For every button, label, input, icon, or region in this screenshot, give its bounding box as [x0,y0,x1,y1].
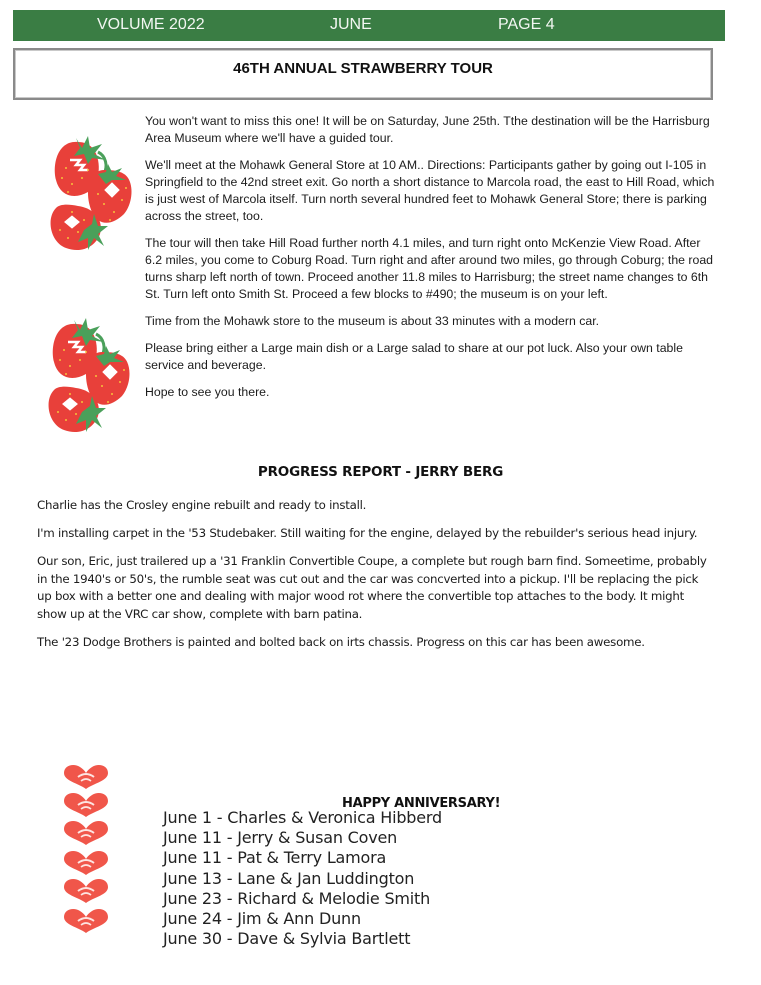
tour-paragraph: We'll meet at the Mohawk General Store at 10 AM.. Directions: Participants gather by going out I-105 in Springfield to the 42nd street exit. Go north a short distance to Marcola road, the east to Hill Road, which is just west of Marcola itself. Turn north several hundred feet to Mohawk General Store; there is parking across the street, too. [145,158,715,223]
strawberries-icon [48,134,136,256]
heart-icon [64,851,108,875]
tour-paragraph: The tour will then take Hill Road further north 4.1 miles, and turn right onto McKenzie View Road. After 6.2 miles, you come to Coburg Road. Turn right and after around two miles, go through Coburg; the road turns sharp left north of town. Proceed another 11.8 miles to Harrisburg; the street name changes to 6th St. Turn left onto Smith St. Proceed a few blocks to #490; the museum is on your left. [145,236,714,301]
volume-label: VOLUME 2022 [97,16,205,33]
heart-icon [64,821,108,845]
anniversary-heading: HAPPY ANNIVERSARY! [342,796,501,811]
tour-paragraph: Time from the Mohawk store to the museum is about 33 minutes with a modern car. [145,314,600,328]
hearts-garland-icon [60,763,112,935]
anniversary-entry: June 23 - Richard & Melodie Smith [163,888,431,908]
tour-paragraph: Hope to see you there. [145,385,270,399]
heart-icon [64,909,108,933]
tour-title-box [13,48,713,100]
page-number: PAGE 4 [498,16,555,33]
tour-title: 46TH ANNUAL STRAWBERRY TOUR [233,60,493,77]
anniversary-entry: June 24 - Jim & Ann Dunn [163,909,361,929]
tour-paragraph: You won't want to miss this one! It will be on Saturday, June 25th. Tthe destination will be the Harrisburg Area Museum where we'll have a guided tour. [145,114,710,145]
heart-icon [64,765,108,789]
anniversary-list [163,808,442,949]
anniversary-entry: June 11 - Jerry & Susan Coven [163,828,398,848]
heart-icon [64,879,108,903]
heart-icon [64,793,108,817]
anniversary-entry: June 30 - Dave & Sylvia Bartlett [163,929,411,949]
progress-report-article [37,497,707,662]
month-label: JUNE [330,16,372,33]
anniversary-entry: June 13 - Lane & Jan Luddington [163,868,415,888]
strawberries-icon [46,316,134,438]
newsletter-header-banner [13,10,725,41]
progress-paragraph: The '23 Dodge Brothers is painted and bolted back on irts chassis. Progress on this car has been awesome. [37,634,645,649]
anniversary-entry: June 11 - Pat & Terry Lamora [163,848,387,868]
progress-paragraph: Our son, Eric, just trailered up a '31 Franklin Convertible Coupe, a complete but rough barn find. Someetime, probably in the 1940's or 50's, the rumble seat was cut out and the car was concverted into a pickup. I'll be replacing the pick up box with a better one and dealing with major wood rot where the convertible top attaches to the body. It might show up at the VRC car show, complete with barn patina. [37,554,707,621]
progress-paragraph: I'm installing carpet in the '53 Studebaker. Still waiting for the engine, delayed by the rebuilder's serious head injury. [37,526,698,540]
anniversary-entry: June 1 - Charles & Veronica Hibberd [163,808,442,827]
tour-article [145,113,715,411]
progress-paragraph: Charlie has the Crosley engine rebuilt and ready to install. [37,498,367,512]
tour-paragraph: Please bring either a Large main dish or a Large salad to share at our pot luck. Also your own table service and beverage. [145,341,683,372]
progress-report-heading: PROGRESS REPORT - JERRY BERG [257,464,504,480]
